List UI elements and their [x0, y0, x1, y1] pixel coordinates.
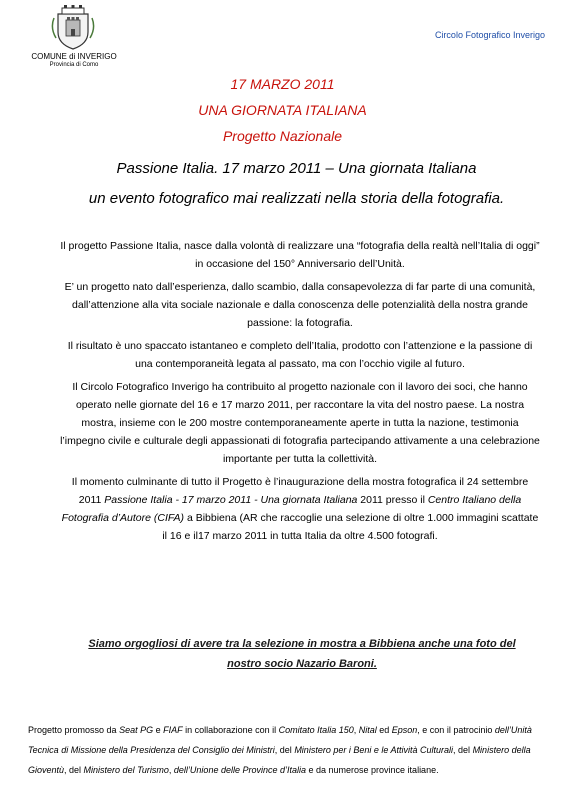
comune-name: COMUNE di INVERIGO [31, 52, 117, 61]
body-text [60, 237, 540, 545]
paragraph-intro: Il progetto Passione Italia, nasce dalla volontà di realizzare una “fotografia della realtà nell’Italia di oggi” in occasione del 150° Anniversario dell’Unità. [60, 240, 540, 270]
footer-credits: Progetto promosso da Seat PG e FIAF in collaborazione con il Comitato Italia 150, Nital ed Epson, e con il patrocinio dell’Unità Tecnica di Missione della Presidenza del Consiglio dei Ministri, del Ministero per i Beni e le Attività Culturali, del Ministero della Gioventù, del Ministero del Turismo, dell’Unione delle Province d’Italia e da numerose province italiane. [28, 725, 532, 775]
comune-label [22, 52, 126, 70]
paragraph-origin: E’ un progetto nato dall’esperienza, dallo scambio, dalla consapevolezza di far parte di una comunità, dall’attenzione alla vita sociale nazionale e dalla conoscenza delle potenzialità della nostra grande passione: la fotografia. [64, 281, 536, 329]
event-date: 17 MARZO 2011 [230, 76, 335, 92]
paragraph-contribution: Il Circolo Fotografico Inverigo ha contribuito al progetto nazionale con il lavoro dei soci, che hanno operato nelle giornate del 16 e 17 marzo 2011, per raccontare la vita del nostro paese. La nostra mostra, insieme con le 200 mostre contemporaneamente aperte in tutta la nazione, testimonia l’impegno civile e culturale degli appassionati di fotografia partecipando attivamente a una celebrazione importante per tutta la collettività. [60, 381, 540, 465]
municipal-crest [50, 4, 96, 50]
paragraph-exhibition: Il momento culminante di tutto il Progetto è l’inaugurazione della mostra fotografica il 24 settembre 2011 Passione Italia - 17 marzo 2011 - Una giornata Italiana 2011 presso il Centro Italiano della Fotografia d’Autore (CIFA) a Bibbiena (AR che raccoglie una selezione di oltre 1.000 immagini scattate il 16 e il17 marzo 2011 in tutta Italia da oltre 4.500 fotografi. [61, 476, 539, 542]
subheadline: un evento fotografico mai realizzati nella storia della fotografia. [88, 190, 505, 207]
circolo-name: Circolo Fotografico Inverigo [434, 30, 545, 40]
highlight-note: Siamo orgogliosi di avere tra la selezione in mostra a Bibbiena anche una foto del nostro socio Nazario Baroni. [88, 638, 516, 670]
paragraph-result: Il risultato è uno spaccato istantaneo e completo dell’Italia, prodotto con l’attenzione e la passione di una contemporaneità legata al passato, ma con l’occhio vigile al futuro. [67, 340, 533, 370]
headline: Passione Italia. 17 marzo 2011 – Una giornata Italiana [116, 160, 477, 177]
event-title: UNA GIORNATA ITALIANA [198, 102, 367, 118]
comune-province: Provincia di Como [49, 62, 99, 68]
project-type: Progetto Nazionale [222, 128, 343, 144]
